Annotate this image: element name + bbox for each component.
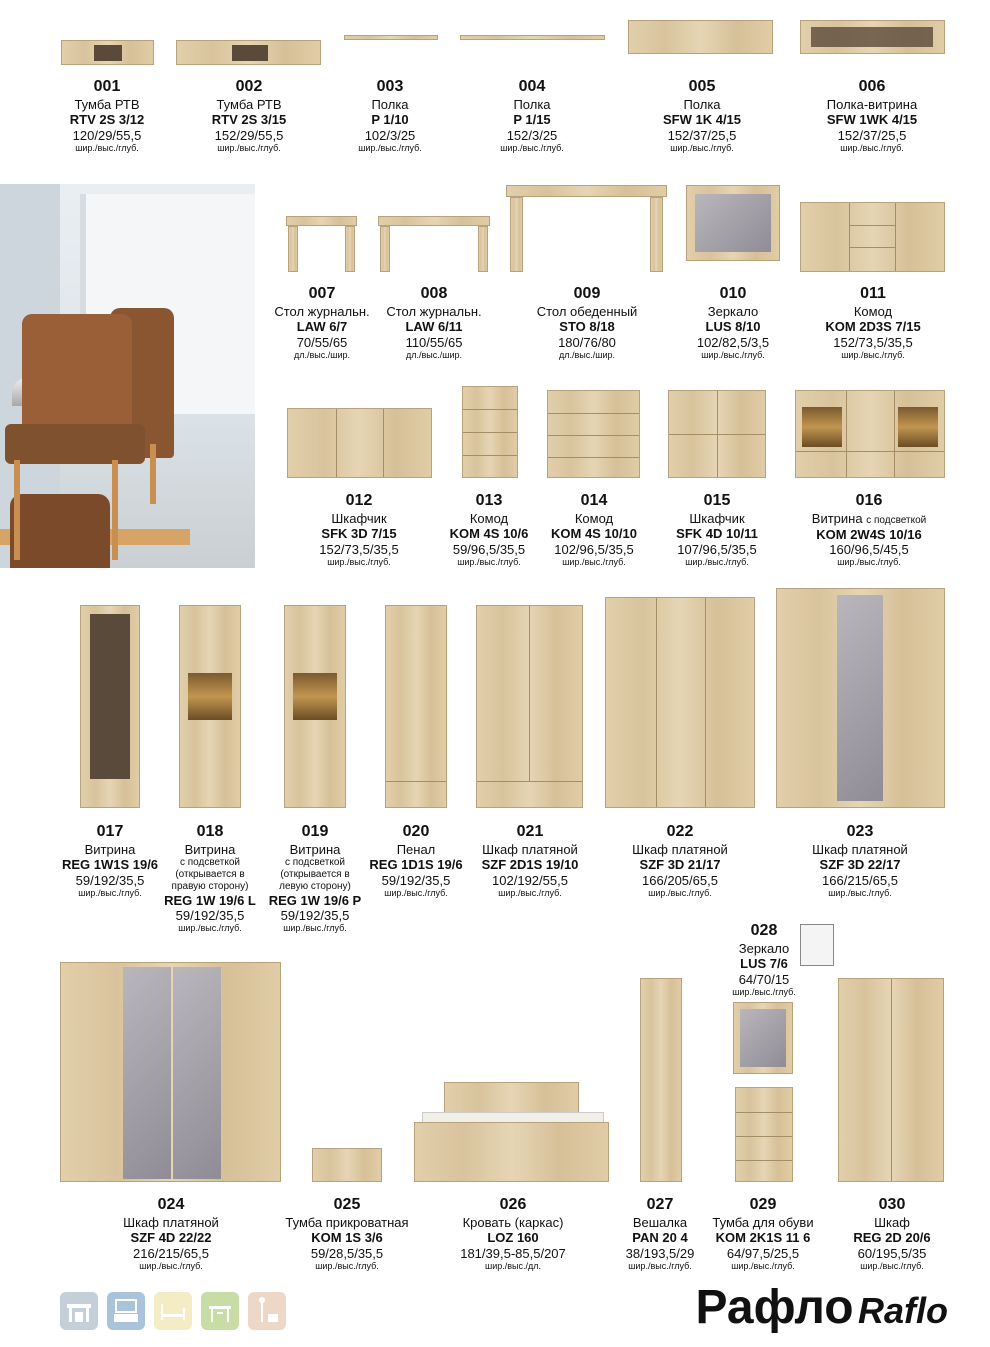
- product-code: SFK 4D 10/11: [676, 526, 758, 542]
- tv-stand-152-image: [176, 40, 321, 65]
- product-dims: 59/28,5/35,5: [310, 1245, 384, 1261]
- product-number: 026: [499, 1196, 527, 1213]
- product-011: [808, 285, 938, 360]
- office-icon: [60, 1292, 98, 1330]
- product-code: KOM 2W4S 10/16: [816, 526, 922, 542]
- product-027: [610, 1196, 710, 1271]
- dims-label: шир./выс./глуб.: [75, 142, 139, 153]
- product-dims: 64/70/15: [738, 971, 790, 987]
- product-dims: 216/215/65,5: [133, 1245, 209, 1261]
- product-code: REG 1D1S 19/6: [369, 857, 463, 873]
- product-code: SZF 3D 21/17: [639, 857, 721, 873]
- brand-name-ru: Рафло: [695, 1281, 854, 1334]
- product-dims: 166/205/65,5: [642, 872, 718, 888]
- product-number: 008: [420, 285, 448, 302]
- product-name: Полка-витрина: [826, 96, 918, 112]
- product-022: [615, 823, 745, 898]
- brand-name-en: Raflo: [858, 1290, 948, 1331]
- dims-label: шир./выс./глуб.: [562, 556, 626, 567]
- dims-label: шир./выс./глуб.: [178, 923, 242, 934]
- dims-label: шир./выс./глуб.: [315, 1260, 379, 1271]
- product-number: 012: [345, 492, 373, 509]
- product-name: Шкаф: [874, 1214, 910, 1230]
- cabinet-reg1d1s-image: [385, 605, 447, 808]
- nightstand-image: [312, 1148, 382, 1182]
- product-name: Стол журнальн.: [274, 303, 370, 319]
- product-number: 018: [196, 823, 224, 840]
- product-name: Шкаф платяной: [632, 841, 728, 857]
- dims-label: шир./выс./глуб.: [685, 556, 749, 567]
- product-dims: 120/29/55,5: [72, 127, 142, 143]
- product-code: LOZ 160: [487, 1230, 539, 1246]
- product-code: LUS 8/10: [705, 319, 761, 335]
- product-006: [802, 78, 942, 153]
- vitrine-reg1w1s-image: [80, 605, 140, 808]
- product-010: [673, 285, 793, 360]
- product-name: Стол обеденный: [536, 303, 638, 319]
- product-code: KOM 2K1S 11 6: [715, 1230, 811, 1246]
- dims-label: шир./выс./глуб.: [217, 142, 281, 153]
- product-030: [832, 1196, 952, 1271]
- dims-label: шир./выс./глуб.: [457, 556, 521, 567]
- dims-label: шир./выс./глуб.: [500, 142, 564, 153]
- product-number: 006: [858, 78, 886, 95]
- dims-label: шир./выс./глуб.: [628, 1260, 692, 1271]
- product-name: Пенал: [396, 841, 436, 857]
- product-dims: 160/96,5/45,5: [829, 542, 909, 557]
- product-number: 016: [855, 492, 883, 509]
- dims-label: шир./выс./глуб.: [648, 887, 712, 898]
- product-029: [703, 1196, 823, 1271]
- product-code: KOM 4S 10/10: [551, 526, 637, 542]
- dresser-kom4s1010-image: [547, 390, 640, 478]
- product-dims: 102/192/55,5: [492, 872, 568, 888]
- brand-logo: [695, 1280, 948, 1335]
- product-name: Шкафчик: [689, 510, 745, 526]
- product-012: [299, 492, 419, 567]
- product-dims: 152/37/25,5: [667, 127, 737, 143]
- dining-table-image: [506, 185, 667, 272]
- product-001: [47, 78, 167, 153]
- product-subtitle: с подсветкой: [179, 857, 240, 869]
- product-dims: 70/55/65: [296, 334, 348, 350]
- product-dims: 59/192/35,5: [175, 907, 245, 923]
- product-name: Зеркало: [738, 940, 790, 956]
- product-number: 029: [749, 1196, 777, 1213]
- dims-label: шир./выс./глуб.: [670, 142, 734, 153]
- product-dims: 180/76/80: [558, 334, 616, 350]
- tv-stand-120-image: [61, 40, 154, 65]
- product-018: [150, 823, 270, 934]
- product-021: [465, 823, 595, 898]
- product-number: 022: [666, 823, 694, 840]
- shelf-102-image: [344, 35, 438, 40]
- dims-label: дл./выс./шир.: [293, 349, 350, 360]
- dims-label: дл./выс./шир.: [405, 349, 462, 360]
- product-dims: 38/193,5/29: [625, 1245, 695, 1261]
- product-name: Шкафчик: [331, 510, 387, 526]
- product-code: REG 1W1S 19/6: [61, 857, 159, 873]
- product-subtitle: с подсветкой: [284, 857, 345, 869]
- dims-label: шир./выс./глуб.: [840, 142, 904, 153]
- product-code: SZF 4D 22/22: [130, 1230, 212, 1246]
- product-number: 015: [703, 492, 731, 509]
- dims-label: шир./выс./глуб.: [860, 1260, 924, 1271]
- product-dims: 152/29/55,5: [214, 127, 284, 143]
- product-dims: 152/3/25: [506, 127, 558, 143]
- dims-label: шир./выс./глуб.: [327, 556, 391, 567]
- product-name: [799, 511, 939, 527]
- dims-label: шир./выс./глуб.: [384, 887, 448, 898]
- product-number: 017: [96, 823, 124, 840]
- product-003: [330, 78, 450, 153]
- dims-label: шир./выс./глуб.: [283, 923, 347, 934]
- product-dims: 152/73,5/35,5: [833, 334, 913, 350]
- product-code: KOM 4S 10/6: [449, 526, 529, 542]
- product-number: 010: [719, 285, 747, 302]
- product-name: Полка: [513, 96, 551, 112]
- product-number: 013: [475, 492, 503, 509]
- product-number: 028: [750, 922, 778, 939]
- product-dims: 102/82,5/3,5: [696, 334, 770, 350]
- product-dims: 152/73,5/35,5: [319, 541, 399, 557]
- coffee-table-110-image: [378, 216, 490, 272]
- product-code: SFW 1K 4/15: [662, 112, 742, 128]
- product-dims: 59/192/35,5: [75, 872, 145, 888]
- product-code: REG 1W 19/6 L: [164, 892, 256, 908]
- product-dims: 59/192/35,5: [280, 907, 350, 923]
- product-dims: 166/215/65,5: [822, 872, 898, 888]
- shelf-sfw-image: [628, 20, 773, 54]
- product-name: Полка: [683, 96, 721, 112]
- product-name: Шкаф платяной: [482, 841, 578, 857]
- product-dims: 60/195,5/35: [857, 1245, 927, 1261]
- product-name: Витрина: [184, 841, 236, 857]
- product-name: Тумба РТВ: [216, 96, 282, 112]
- product-016: [799, 492, 939, 568]
- wardrobe-szf3d2217-image: [776, 588, 945, 808]
- product-name: Стол журнальн.: [386, 303, 482, 319]
- product-code: RTV 2S 3/12: [69, 112, 145, 128]
- product-number: 019: [301, 823, 329, 840]
- product-number: 025: [333, 1196, 361, 1213]
- product-007: [262, 285, 382, 360]
- hallway-panel-image: [640, 978, 682, 1182]
- product-subtitle: с подсветкой: [866, 514, 927, 526]
- product-number: 001: [93, 78, 121, 95]
- shoe-cabinet-image: [735, 1087, 793, 1182]
- cabinet-sfk3d-image: [287, 408, 432, 478]
- dims-label: шир./выс./глуб.: [732, 986, 796, 997]
- product-code: SZF 3D 22/17: [819, 857, 901, 873]
- product-code: REG 2D 20/6: [853, 1230, 931, 1246]
- dims-label: шир./выс./глуб.: [358, 142, 422, 153]
- dims-label: шир./выс./глуб.: [828, 887, 892, 898]
- bed-frame-image: [414, 1082, 609, 1182]
- product-dims: 102/96,5/35,5: [554, 541, 634, 557]
- dims-label: шир./выс./глуб.: [701, 349, 765, 360]
- product-name: Кровать (каркас): [462, 1214, 564, 1230]
- product-004: [472, 78, 592, 153]
- product-008: [374, 285, 494, 360]
- product-code: LUS 7/6: [740, 956, 788, 972]
- product-subtitle: левую сторону): [279, 880, 351, 892]
- dresser-kom4s106-image: [462, 386, 518, 478]
- product-024: [106, 1196, 236, 1271]
- product-dims: 59/96,5/35,5: [452, 541, 526, 557]
- shelf-vitrine-image: [800, 20, 945, 54]
- cabinet-sfk4d-image: [668, 390, 766, 478]
- product-number: 020: [402, 823, 430, 840]
- dims-label: шир./выс./глуб.: [498, 887, 562, 898]
- wardrobe-szf2d1s-image: [476, 605, 583, 808]
- product-name: Зеркало: [707, 303, 759, 319]
- product-subtitle: правую сторону): [171, 880, 249, 892]
- product-dims: 110/55/65: [405, 334, 463, 350]
- product-025: [277, 1196, 417, 1271]
- product-name: Тумба РТВ: [74, 96, 140, 112]
- product-name: Шкаф платяной: [812, 841, 908, 857]
- product-code: SZF 2D1S 19/10: [481, 857, 579, 873]
- dims-label: шир./выс./глуб.: [731, 1260, 795, 1271]
- product-name-main: Витрина: [811, 510, 863, 526]
- product-dims: 59/192/35,5: [381, 872, 451, 888]
- product-014: [534, 492, 654, 567]
- product-013: [429, 492, 549, 567]
- mirror-lus76-small-image: [800, 924, 834, 966]
- product-number: 005: [688, 78, 716, 95]
- dims-label: шир./выс./глуб.: [837, 557, 901, 568]
- dims-label: дл./выс./шир.: [558, 349, 615, 360]
- product-dims: 152/37/25,5: [837, 127, 907, 143]
- product-number: 009: [573, 285, 601, 302]
- product-code: PAN 20 4: [632, 1230, 688, 1246]
- product-name: Полка: [371, 96, 409, 112]
- product-name: Комод: [853, 303, 893, 319]
- product-number: 003: [376, 78, 404, 95]
- product-002: [189, 78, 309, 153]
- vitrine-reg1w-l-image: [179, 605, 241, 808]
- product-name: Тумба прикроватная: [285, 1214, 409, 1230]
- product-dims: 102/3/25: [364, 127, 416, 143]
- bed-icon: [154, 1292, 192, 1330]
- mirror-lus810-image: [686, 185, 780, 261]
- product-name: Комод: [574, 510, 614, 526]
- product-number: 023: [846, 823, 874, 840]
- product-009: [522, 285, 652, 360]
- product-name: Витрина: [289, 841, 341, 857]
- product-dims: 181/39,5-85,5/207: [460, 1245, 566, 1261]
- product-name: Шкаф платяной: [123, 1214, 219, 1230]
- vitrine-kom2w4s-image: [795, 390, 945, 478]
- dims-label: шир./выс./глуб.: [78, 887, 142, 898]
- product-number: 002: [235, 78, 263, 95]
- product-code: KOM 2D3S 7/15: [825, 319, 921, 335]
- product-code: SFK 3D 7/15: [321, 526, 397, 542]
- product-023: [795, 823, 925, 898]
- product-015: [657, 492, 777, 567]
- product-subtitle: (открывается в: [280, 869, 350, 880]
- product-number: 027: [646, 1196, 674, 1213]
- product-dims: 64/97,5/25,5: [726, 1245, 800, 1261]
- product-code: RTV 2S 3/15: [211, 112, 287, 128]
- product-name: Вешалка: [632, 1214, 688, 1230]
- product-number: 004: [518, 78, 546, 95]
- product-code: SFW 1WK 4/15: [826, 112, 918, 128]
- product-number: 011: [860, 285, 886, 302]
- product-number: 007: [308, 285, 336, 302]
- product-number: 021: [516, 823, 544, 840]
- interior-photo: [0, 184, 255, 568]
- product-number: 014: [580, 492, 608, 509]
- wardrobe-szf3d2117-image: [605, 597, 755, 808]
- product-code: P 1/10: [371, 112, 409, 128]
- product-020: [356, 823, 476, 898]
- product-code: REG 1W 19/6 P: [268, 892, 362, 908]
- product-code: LAW 6/7: [296, 319, 348, 335]
- product-code: STO 8/18: [559, 319, 615, 335]
- product-code: KOM 1S 3/6: [311, 1230, 383, 1246]
- product-dims: 107/96,5/35,5: [677, 541, 757, 557]
- tv-icon: [107, 1292, 145, 1330]
- product-name: Витрина: [84, 841, 136, 857]
- dims-label: шир./выс./глуб.: [139, 1260, 203, 1271]
- vitrine-reg1w-p-image: [284, 605, 346, 808]
- dims-label: шир./выс./дл.: [484, 1260, 541, 1271]
- product-number: 030: [878, 1196, 906, 1213]
- product-028: [714, 922, 814, 997]
- mirror-lus76-image: [733, 1002, 793, 1074]
- dresser-kom2d3s-image: [800, 202, 945, 272]
- dims-label: шир./выс./глуб.: [841, 349, 905, 360]
- cabinet-reg2d-image: [838, 978, 944, 1182]
- product-005: [642, 78, 762, 153]
- wardrobe-szf4d-image: [60, 962, 281, 1182]
- product-name: Комод: [469, 510, 509, 526]
- product-026: [446, 1196, 580, 1271]
- product-number: 024: [157, 1196, 185, 1213]
- product-code: P 1/15: [513, 112, 551, 128]
- product-code: LAW 6/11: [405, 319, 463, 335]
- product-subtitle: (открывается в: [175, 869, 245, 880]
- hallway-icon: [248, 1292, 286, 1330]
- coffee-table-70-image: [286, 216, 357, 272]
- product-name: Тумба для обуви: [712, 1214, 814, 1230]
- dining-icon: [201, 1292, 239, 1330]
- shelf-152-image: [460, 35, 605, 40]
